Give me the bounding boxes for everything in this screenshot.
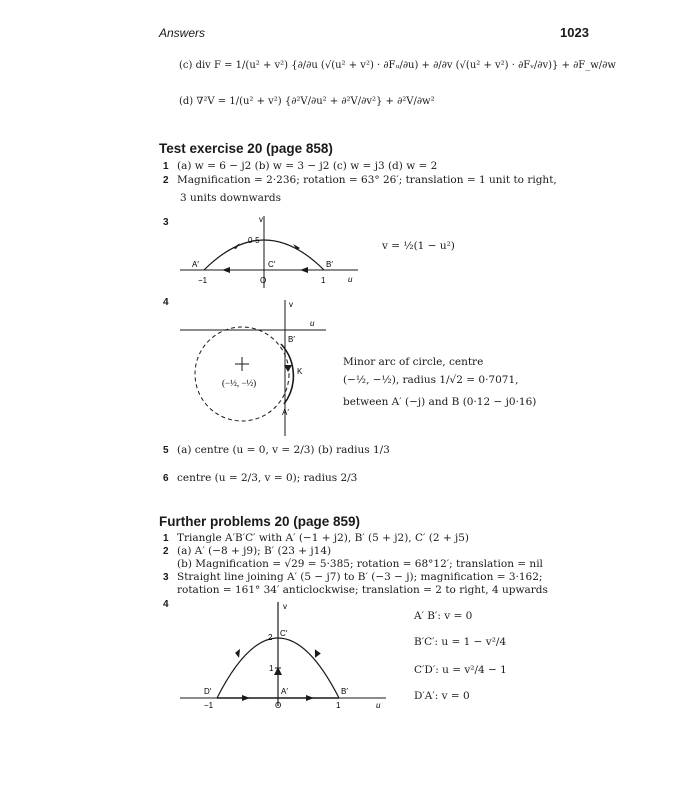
further-item-2b: (b) Magnification = √29 = 5·385; rotation = 68°12′; translation = nil (177, 558, 543, 570)
running-header: Answers (159, 26, 206, 40)
page-number: 1023 (560, 25, 589, 40)
section-heading-further-problems: Further problems 20 (page 859) (159, 514, 361, 529)
tick-label-one: 1 (336, 701, 341, 710)
test-item-3-number (163, 216, 177, 228)
further-item-3b: rotation = 161° 34′ anticlockwise; translation = 2 to right, 4 upwards (177, 584, 548, 596)
item-number: 5 (163, 445, 169, 456)
test-item-2 (163, 174, 557, 186)
test-item-3-equation: v = ½(1 − u²) (382, 240, 455, 252)
item-text: Triangle A′B′C′ with A′ (−1 + j2), B′ (5 + j2), C′ (2 + j5) (177, 532, 470, 544)
diagram-closed-curve (180, 600, 390, 710)
formula-c: (c) div F = 1/(u² + v²) {∂/∂u (√(u² + v²) · ∂Fᵤ/∂u) + ∂/∂v (√(u² + v²) · ∂Fᵥ/∂v)} + ∂F_w/∂w (179, 60, 616, 71)
item-number: 1 (163, 533, 169, 544)
arc-curve (281, 344, 293, 404)
item-text: (a) centre (u = 0, v = 2/3) (b) radius 1/3 (177, 444, 390, 456)
arrow-icon (300, 267, 308, 273)
axis-label-v: v (259, 215, 263, 224)
diagram-circle-arc (180, 300, 330, 440)
test-item-5 (163, 444, 390, 456)
arrow-icon (222, 267, 230, 273)
item-number: 6 (163, 473, 169, 484)
section-heading-test-exercise: Test exercise 20 (page 858) (159, 141, 333, 156)
point-label-D: D′ (204, 687, 212, 696)
item-text: Magnification = 2·236; rotation = 63° 26′; translation = 1 unit to right, (177, 174, 557, 186)
item-text: (a) A′ (−8 + j9); B′ (23 + j14) (177, 545, 332, 557)
point-label-K: K (297, 367, 303, 376)
further-item-4-eq-4: D′A′: v = 0 (414, 690, 470, 702)
dashed-circle (195, 327, 289, 421)
item-text: (a) w = 6 − j2 (b) w = 3 − j2 (c) w = j3 (d) w = 2 (177, 160, 438, 172)
tick-label-one-v: 1 (269, 664, 274, 673)
axis-label-u: u (310, 319, 315, 328)
point-label-B: B′ (341, 687, 348, 696)
test-item-1 (163, 160, 437, 172)
further-item-4-eq-3: C′D′: u = v²/4 − 1 (414, 664, 507, 676)
further-item-4-number (163, 598, 177, 610)
tick-label-origin: O (260, 276, 267, 285)
item-number: 2 (163, 175, 169, 186)
axis-label-v: v (289, 300, 293, 309)
item-text: Straight line joining A′ (5 − j7) to B′ (−3 − j); magnification = 3·162; (177, 571, 543, 583)
further-item-4-eq-2: B′C′: u = 1 − v²/4 (414, 636, 507, 648)
item-number: 3 (163, 217, 169, 228)
item-number: 1 (163, 161, 169, 172)
item-text: centre (u = 2/3, v = 0); radius 2/3 (177, 472, 358, 484)
arrow-icon (306, 695, 314, 701)
test-item-4-number (163, 296, 177, 308)
further-item-2a (163, 545, 331, 557)
axis-label-v: v (283, 602, 287, 611)
test-item-4-line-1: Minor arc of circle, centre (343, 356, 484, 368)
point-label-C: C′ (268, 260, 276, 269)
item-number: 4 (163, 297, 169, 308)
test-item-2-continued: 3 units downwards (180, 192, 282, 204)
tick-label-half: 0·5 (248, 236, 260, 245)
tick-label-two: 2 (268, 633, 273, 642)
item-number: 3 (163, 572, 169, 583)
point-label-A: A′ (192, 260, 199, 269)
test-item-6 (163, 472, 357, 484)
item-number: 4 (163, 599, 169, 610)
point-label-A: A′ (281, 687, 288, 696)
further-item-1 (163, 532, 469, 544)
item-number: 2 (163, 546, 169, 557)
test-item-4-line-3: between A′ (−j) and B (0·12 − j0·16) (343, 396, 537, 408)
tick-label-minus-one: −1 (204, 701, 214, 710)
point-label-A: A′ (282, 408, 289, 417)
arrow-icon (234, 649, 242, 659)
tick-label-minus-one: −1 (198, 276, 208, 285)
further-item-4-eq-1: A′ B′: v = 0 (414, 610, 473, 622)
point-label-B: B′ (288, 335, 295, 344)
axis-label-u: u (348, 275, 353, 284)
test-item-4-line-2: (−½, −½), radius 1/√2 = 0·7071, (343, 374, 519, 386)
point-label-C: C′ (280, 629, 288, 638)
diagram-parabola-arc (180, 212, 360, 292)
formula-d: (d) ∇²V = 1/(u² + v²) {∂²V/∂u² + ∂²V/∂v²} + ∂²V/∂w² (179, 96, 435, 107)
further-item-3a (163, 571, 542, 583)
centre-label: (−½, −½) (222, 378, 257, 388)
point-label-B: B′ (326, 260, 333, 269)
tick-label-origin: O (275, 701, 282, 710)
arrow-icon (242, 695, 250, 701)
arrow-icon (233, 243, 240, 249)
tick-label-one: 1 (321, 276, 326, 285)
axis-label-u: u (376, 701, 381, 710)
